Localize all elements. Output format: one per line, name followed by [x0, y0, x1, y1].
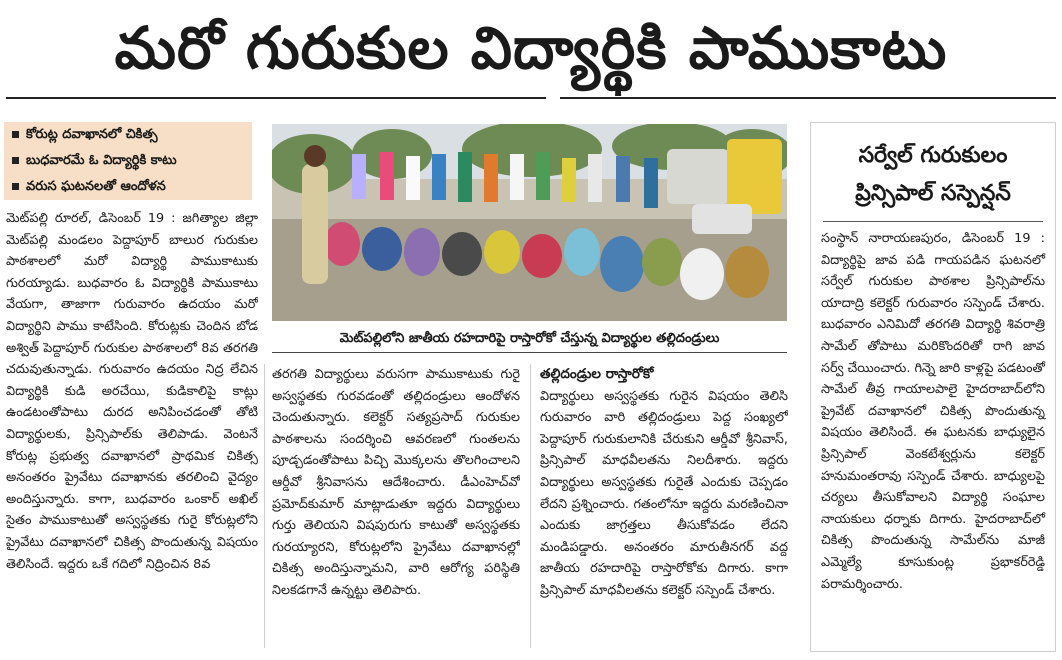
article-column-2: [272, 364, 520, 648]
column-divider: [530, 364, 531, 648]
sidebar-title-line: ప్రిన్సిపాల్ సస్పెన్షన్: [855, 181, 1011, 206]
protest-photo-illustration: [272, 124, 787, 321]
headline-rule-right: [560, 97, 1056, 99]
article-subhead: తల్లిదండ్రుల రాస్తారోకో: [540, 366, 654, 382]
sidebar-title-line: సర్వేల్ గురుకులం: [858, 143, 1008, 168]
bullet-icon: [12, 157, 19, 164]
photo-caption: మెట్‌పల్లిలోని జాతీయ రహదారిపై రాస్తారోకో చేస్తున్న విద్యార్థుల తల్లిదండ్రులు: [339, 331, 720, 346]
article-paragraph: మెట్‌పల్లి రూరల్, డిసెంబర్ 19 : జగిత్యాల జిల్లా మెట్‌పల్లి మండలం పెద్దాపూర్ బాలుర గురుకుల పాఠశాలలో మరో విద్యార్థి పాముకాటుకు గురయ్యాడు. బుధవారం ఓ విద్యార్థికి పాముకాటు వేయగా, తాజాగా గురువారం ఉదయం మరో విద్యార్థిని పాము కాటేసింది. కోరుట్లకు చెందిన బోడ అశ్విత్ పెద్దాపూర్ గురుకుల పాఠశాలలో 8వ తరగతి చదువుతున్నాడు. గురువారం ఉదయం నిద్ర లేచిన విద్యార్థికి కుడి అరచేయి, కుడికాలిపై కాట్లు ఉండటంతోపాటు దురద అనిపించడంతో తోటి విద్యార్థులకు, ప్రిన్సిపాల్‌కు తెలిపాడు. వెంటనే కోరుట్ల ప్రభుత్వ దవాఖానలో ప్రాథమిక చికిత్స అనంతరం ప్రైవేటు దవాఖానకు తరలించి వైద్యం అందిస్తున్నారు. కాగా, బుధవారం ఒంకార్ అఖిల్ సైతం పాముకాటుతో అస్వస్థతకు గురై కోరుట్లలోని ప్రైవేటు దవాఖానలో చికిత్స పొందుతున్న విషయం తెలిసిందే. ఇద్దరు ఒకే గదిలో నిద్రించిన 8వ: [6, 211, 258, 572]
article-column-1: [6, 208, 258, 648]
highlight-item: [4, 122, 252, 148]
headline-rule-left: [6, 97, 546, 99]
bullet-icon: [12, 183, 19, 190]
highlight-item: [4, 148, 252, 174]
highlight-item: [4, 174, 252, 200]
article-column-3: [540, 364, 788, 648]
sidebar-story: [810, 122, 1056, 652]
headline: మరో గురుకుల విద్యార్థికి పాముకాటు: [114, 14, 948, 82]
highlight-text: వరుస ఘటనలతో ఆందోళన: [26, 179, 166, 194]
news-photo: [272, 124, 787, 321]
bullet-icon: [12, 131, 19, 138]
highlights-box: [4, 122, 252, 200]
article-paragraph: విద్యార్థులు అస్వస్థతకు గురైన విషయం తెలిసి గురువారం వారి తల్లిదండ్రులు పెద్ద సంఖ్యలో పెద్దాపూర్ గురుకులానికి చేరుకుని ఆర్డీవో శ్రీనివాస్, ప్రిన్సిపాల్ మాధవీలతను నిలదీశారు. ఇద్దరు విద్యార్థులు అస్వస్థతకు గురైతే ఎందుకు చెప్పడం లేదని ప్రశ్నించారు. గతంలోనూ ఇద్దరు మరణించినా ఎందుకు జాగ్రత్తలు తీసుకోవడం లేదని మండిపడ్డారు. అనంతరం మారుతీనగర్ వద్ద జాతీయ రహదారిపై రాస్తారోకోకు దిగారు. కాగా ప్రిన్సిపాల్ మాధవీలతను కలెక్టర్ సస్పెండ్ చేశారు.: [540, 388, 788, 598]
caption-rule: [272, 352, 787, 353]
highlight-text: బుధవారమే ఓ విద్యార్థికి కాటు: [26, 153, 177, 168]
sidebar-title: [811, 137, 1055, 213]
article-paragraph: తరగతి విద్యార్థులు వరుసగా పాముకాటుకు గురై అస్వస్థతకు గురవడంతో తల్లిదండ్రులు ఆందోళన చెందుతున్నారు. కలెక్టర్ సత్యప్రసాద్ గురుకుల పాఠశాలను సందర్శించి ఆవరణలో గుంతలను పూడ్చడంతోపాటు పిచ్చి మొక్కలను తొలగించాలని ఆర్డీవో శ్రీనివాసను ఆదేశించారు. డీఎంహెచ్‌వో ప్రమోద్‌కుమార్ మాట్లాడుతూ ఇద్దరు విద్యార్థులు గుర్తు తెలియని విషపురుగు కాటుతో అస్వస్థతకు గురయ్యారని, కోరుట్లలోని ప్రైవేటు దవాఖానల్లో చికిత్స అందిస్తున్నామని, వారి ఆరోగ్య పరిస్థితి నిలకడగానే ఉన్నట్టు తెలిపారు.: [272, 367, 520, 598]
column-divider: [264, 364, 265, 648]
sidebar-rule: [823, 221, 1043, 222]
highlight-text: కోరుట్ల దవాఖానలో చికిత్స: [26, 127, 158, 142]
sidebar-body: సంస్థాన్ నారాయణపురం, డిసెంబర్ 19 : విద్యార్థిపై జావ పడి గాయపడిన ఘటనలో సర్వేల్ గురుకుల పాఠశాల ప్రిన్సిపాల్‌ను యాదాద్రి కలెక్టర్ గురువారం సస్పెండ్ చేశారు. బుధవారం ఎనిమిదో తరగతి విద్యార్థి శివరాత్రి సామేల్ తోపాటు మరికొందరితో రాగి జావ సర్వ్ చేయించారు. గిన్నె జారి కాళ్లపై పడటంతో సామేల్ తీవ్ర గాయాలపాలై హైదరాబాద్‌లోని ప్రైవేట్ దవాఖానలో చికిత్స పొందుతున్న విషయం తెలిసిందే. ఈ ఘటనకు బాధ్యులైన ప్రిన్సిపాల్ వెంకటేశ్వర్లును కలెక్టర్ హనుమంతరావు సస్పెండ్ చేశారు. బాధ్యులపై చర్యలు తీసుకోవాలని విద్యార్థి సంఘాల నాయకులు ధర్నాకు దిగారు. హైదరాబాద్‌లో చికిత్స పొందుతున్న సామేల్‌ను మాజీ ఎమ్మెల్యే కూసుకుంట్ల ప్రభాకర్‌రెడ్డి పరామర్శించారు.: [821, 231, 1045, 592]
